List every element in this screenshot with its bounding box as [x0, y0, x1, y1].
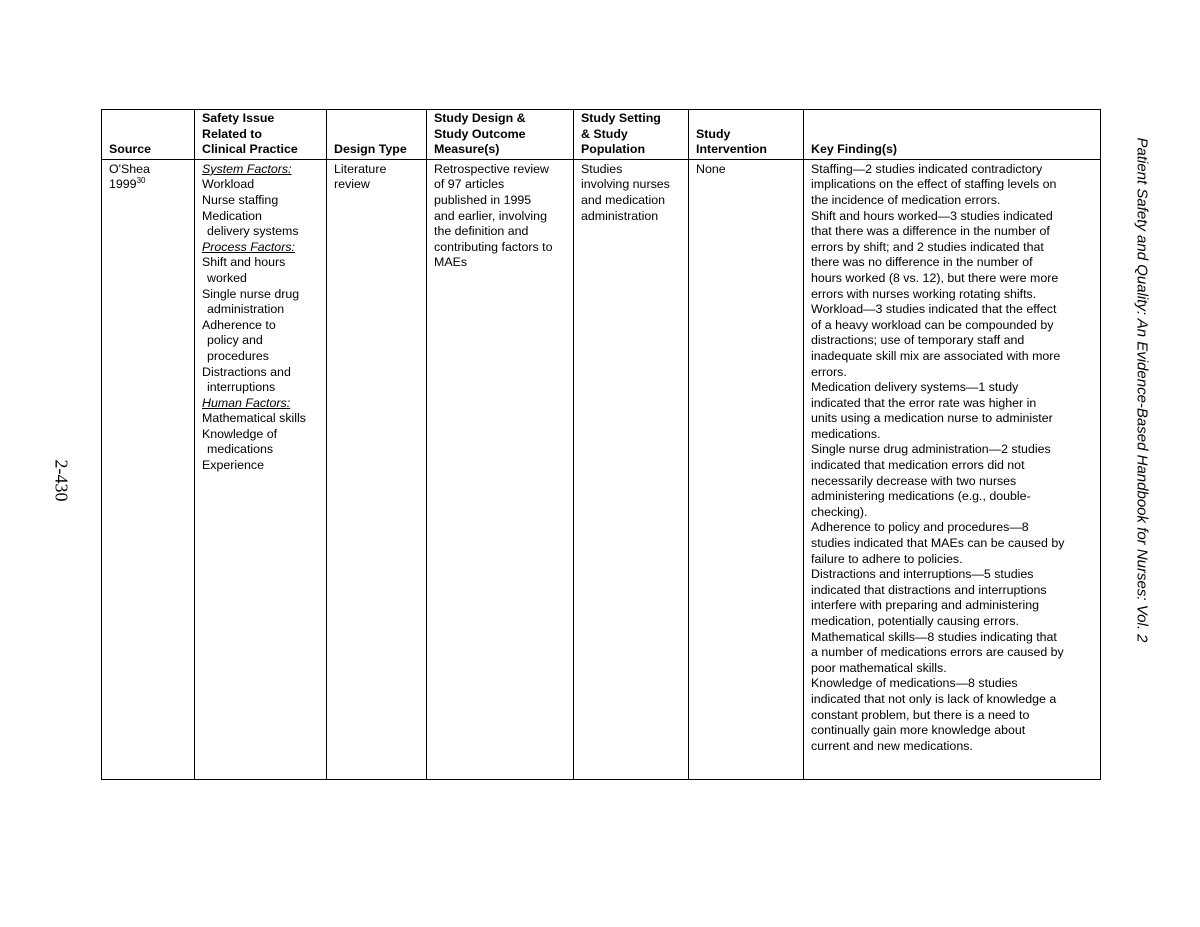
text-line: indicated that not only is lack of knowledge a	[811, 691, 1057, 706]
text-line: involving nurses	[581, 177, 670, 192]
text-line: Medication delivery systems—1 study	[811, 380, 1019, 395]
text-line: Staffing—2 studies indicated contradictory	[811, 161, 1043, 176]
text-line: Workload—3 studies indicated that the effect	[811, 302, 1057, 317]
text-line: Source	[109, 142, 152, 157]
text-line: inadequate skill mix are associated with more	[811, 348, 1061, 363]
text-line: medications	[207, 442, 274, 457]
text-line: medications.	[811, 426, 881, 441]
header-key-findings	[804, 110, 1101, 160]
text-line: Literature	[334, 161, 387, 176]
cell-intervention	[689, 159, 804, 779]
text-line: a number of medications errors are caused by	[811, 645, 1064, 660]
cell-safety-issue	[195, 159, 327, 779]
text-line: Adherence to	[202, 317, 276, 332]
text-line: administering medications (e.g., double-	[811, 489, 1031, 504]
text-line: hours worked (8 vs. 12), but there were more	[811, 270, 1059, 285]
text-line: indicated that medication errors did not	[811, 458, 1025, 473]
text-line: Retrospective review	[434, 161, 550, 176]
text-line: Design Type	[334, 142, 407, 157]
text-line: that there was a difference in the number of	[811, 224, 1050, 239]
process-factors-label: Process Factors:	[202, 239, 295, 254]
text-line: Shift and hours	[202, 255, 286, 270]
page-number: 2-430	[51, 459, 72, 502]
header-intervention	[689, 110, 804, 160]
text-line: interfere with preparing and administering	[811, 598, 1039, 613]
source-author: O'Shea	[109, 161, 150, 176]
text-line: poor mathematical skills.	[811, 660, 947, 675]
source-reference: 30	[136, 176, 146, 186]
text-line: indicated that distractions and interruptions	[811, 582, 1047, 597]
text-line: studies indicated that MAEs can be caused by	[811, 536, 1065, 551]
running-header: Patient Safety and Quality: An Evidence-Based Handbook for Nurses: Vol. 2	[1133, 137, 1151, 643]
system-factors-label: System Factors:	[202, 161, 292, 176]
header-study-setting	[574, 110, 689, 160]
text-line: the definition and	[434, 224, 529, 239]
cell-study-design	[427, 159, 574, 779]
text-line: Study Setting	[581, 111, 661, 125]
header-row	[102, 110, 1101, 160]
text-line: Study	[696, 126, 731, 141]
text-line: medication, potentially causing errors.	[811, 614, 1019, 628]
text-line: constant problem, but there is a need to	[811, 707, 1030, 722]
text-line: Single nurse drug	[202, 286, 300, 301]
text-line: worked	[207, 270, 247, 285]
text-line: current and new medications.	[811, 738, 973, 753]
text-line: review	[334, 177, 370, 192]
text-line: Shift and hours worked—3 studies indicated	[811, 208, 1053, 223]
text-line: implications on the effect of staffing levels on	[811, 177, 1057, 192]
text-line: and medication	[581, 192, 666, 207]
text-line: administration	[207, 302, 285, 317]
text-line: distractions; use of temporary staff and	[811, 333, 1025, 348]
text-line: continually gain more knowledge about	[811, 723, 1026, 738]
header-safety-issue	[195, 110, 327, 160]
cell-design-type	[327, 159, 427, 779]
text-line: Experience	[202, 458, 264, 473]
text-line: errors.	[811, 364, 847, 379]
text-line: errors by shift; and 2 studies indicated that	[811, 239, 1044, 254]
text-line: Workload	[202, 177, 255, 192]
text-line: MAEs	[434, 255, 468, 270]
text-line: Population	[581, 142, 646, 157]
text-line: Clinical Practice	[202, 142, 298, 157]
human-factors-label: Human Factors:	[202, 395, 291, 410]
cell-study-setting	[574, 159, 689, 779]
header-source	[102, 110, 195, 160]
cell-key-findings	[804, 159, 1101, 779]
text-line: Safety Issue	[202, 111, 275, 125]
text-line: Mathematical skills—8 studies indicating that	[811, 629, 1057, 644]
text-line: Mathematical skills	[202, 411, 306, 426]
text-line: there was no difference in the number of	[811, 255, 1033, 270]
intervention-value: None	[696, 161, 726, 176]
text-line: Single nurse drug administration—2 studies	[811, 442, 1051, 457]
text-line: administration	[581, 208, 659, 223]
source-year: 1999	[109, 177, 137, 192]
text-line: Knowledge of	[202, 426, 278, 441]
text-line: units using a medication nurse to administer	[811, 411, 1053, 426]
text-line: errors with nurses working rotating shifts.	[811, 286, 1037, 301]
text-line: checking).	[811, 504, 868, 519]
text-line: contributing factors to	[434, 239, 553, 254]
text-line: Medication	[202, 208, 262, 223]
text-line: necessarily decrease with two nurses	[811, 473, 1017, 488]
text-line: of 97 articles	[434, 177, 505, 192]
text-line: interruptions	[207, 380, 276, 395]
text-line: and earlier, involving	[434, 208, 547, 223]
text-line: Study Outcome	[434, 126, 526, 141]
text-line: Distractions and interruptions—5 studies	[811, 567, 1034, 582]
text-line: Related to	[202, 126, 262, 141]
text-line: Distractions and	[202, 364, 291, 379]
text-line: Intervention	[696, 142, 767, 157]
text-line: Nurse staffing	[202, 192, 279, 207]
header-design-type	[327, 110, 427, 160]
text-line: indicated that the error rate was higher in	[811, 395, 1037, 410]
text-line: policy and	[207, 333, 263, 348]
text-line: the incidence of medication errors.	[811, 192, 1001, 207]
text-line: procedures	[207, 348, 269, 363]
text-line: of a heavy workload can be compounded by	[811, 317, 1054, 332]
text-line: Study Design &	[434, 111, 526, 125]
text-line: Studies	[581, 161, 623, 176]
text-line: Key Finding(s)	[811, 142, 898, 157]
text-line: Measure(s)	[434, 142, 500, 157]
text-line: & Study	[581, 126, 628, 141]
header-study-design	[427, 110, 574, 160]
text-line: published in 1995	[434, 192, 532, 207]
cell-source	[102, 159, 195, 779]
source-year-line	[109, 177, 187, 193]
text-line: failure to adhere to policies.	[811, 551, 963, 566]
table-row	[102, 159, 1101, 779]
text-line: delivery systems	[207, 224, 299, 239]
text-line: Knowledge of medications—8 studies	[811, 676, 1018, 691]
evidence-table	[101, 109, 1101, 780]
text-line: Adherence to policy and procedures—8	[811, 520, 1029, 535]
